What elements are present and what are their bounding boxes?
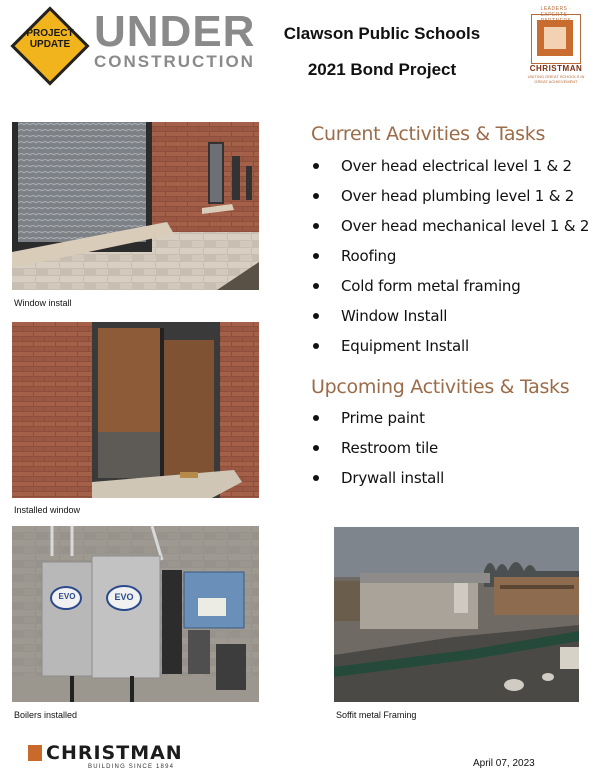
bullet-icon (313, 283, 319, 289)
list-item: Roofing (313, 247, 593, 277)
photo-caption: Installed window (14, 505, 81, 515)
construction-heading: CONSTRUCTION (94, 52, 255, 71)
list-item: Restroom tile (313, 439, 593, 469)
photo-caption: Boilers installed (14, 710, 78, 720)
boilers-image (12, 526, 259, 702)
bullet-icon (313, 223, 319, 229)
window-install-image (12, 122, 259, 290)
footer-tagline: BUILDING SINCE 1894 (88, 764, 175, 770)
document-subtitle: 2021 Bond Project (307, 60, 457, 79)
bullet-icon (313, 445, 319, 451)
christman-emblem-logo (527, 6, 585, 86)
photo-caption: Window install (14, 298, 72, 308)
list-item: Prime paint (313, 409, 593, 439)
photo-installed-window (12, 322, 259, 498)
bullet-icon (313, 475, 319, 481)
bullet-icon (313, 415, 319, 421)
current-activities-list (313, 157, 593, 367)
list-item: Cold form metal framing (313, 277, 593, 307)
logo-top-words: LEADERS · EXPERTS · (540, 6, 572, 18)
boiler-brand-label: EVO (58, 592, 76, 601)
installed-window-image (12, 322, 259, 498)
under-heading: UNDER (94, 7, 256, 56)
bullet-icon (313, 193, 319, 199)
figures-icon (544, 27, 566, 49)
footer-company-name: CHRISTMAN (46, 742, 183, 764)
upcoming-activities-heading: Upcoming Activities & Tasks (311, 376, 570, 398)
list-item: Drywall install (313, 469, 593, 499)
bullet-icon (313, 163, 319, 169)
badge-line-2: UPDATE (29, 39, 71, 50)
current-activities-heading: Current Activities & Tasks (311, 123, 546, 145)
list-item: Window Install (313, 307, 593, 337)
soffit-framing-image (334, 527, 579, 702)
list-item: Over head plumbing level 1 & 2 (313, 187, 593, 217)
photo-window-install (12, 122, 259, 290)
christman-mark-icon (28, 745, 42, 761)
bullet-icon (313, 253, 319, 259)
photo-soffit-framing (334, 527, 579, 702)
logo-tagline: UNITING GREAT SCHOOLS IN GREAT ACHIEVEMENT (527, 74, 585, 84)
bullet-icon (313, 343, 319, 349)
boiler-brand-label: EVO (114, 592, 134, 602)
list-item: Over head electrical level 1 & 2 (313, 157, 593, 187)
document-date: April 07, 2023 (473, 758, 535, 769)
list-item: Over head mechanical level 1 & 2 (313, 217, 593, 247)
logo-wordmark: CHRISTMAN (529, 64, 583, 73)
list-item: Equipment Install (313, 337, 593, 367)
photo-boilers-installed (12, 526, 259, 702)
upcoming-activities-list (313, 409, 593, 499)
document-title: Clawson Public Schools (283, 24, 481, 43)
photo-caption: Soffit metal Framing (336, 710, 417, 720)
bullet-icon (313, 313, 319, 319)
badge-line-1: PROJECT (26, 28, 74, 39)
project-update-badge (8, 4, 92, 88)
